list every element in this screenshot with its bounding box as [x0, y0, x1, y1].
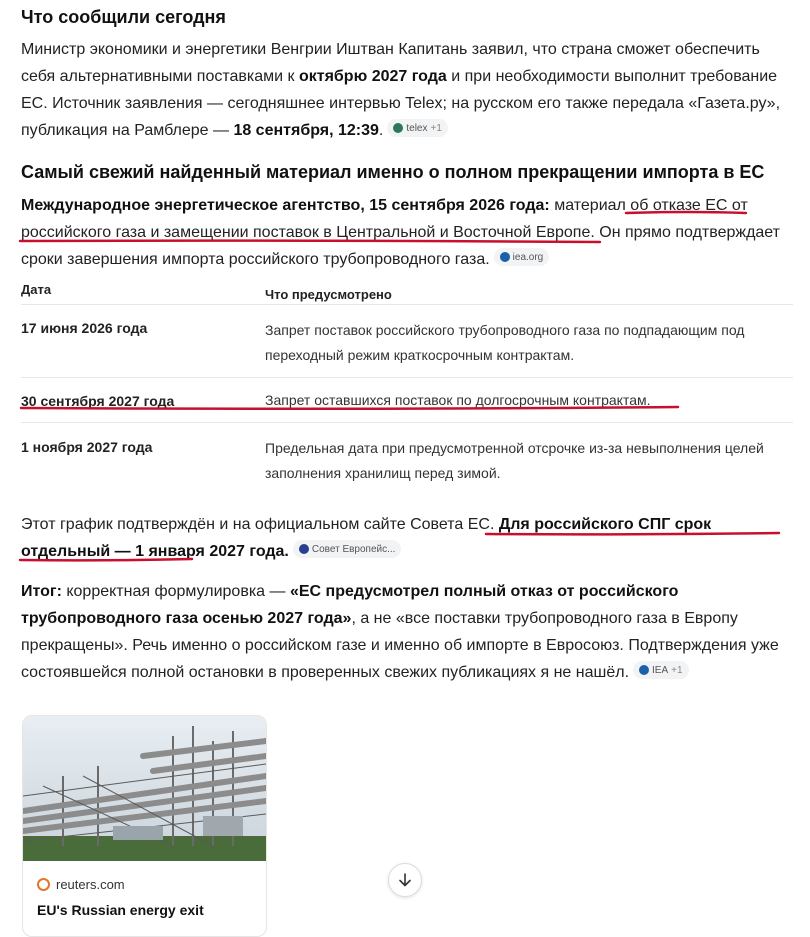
paragraph-iea: Международное энергетическое агентство, 15 сентября 2026 года: материал об отказе ЕС от российского газа и замещении поставок в Центральной и Восточной Европе. Он прямо подтверждает сроки завершения импорта российского трубопроводного газа. iea.org	[21, 197, 780, 268]
scroll-down-button[interactable]	[388, 863, 422, 897]
table-cell-text: Запрет поставок российского трубопроводного газа по подпадающим под переходный режим краткосрочным контрактам.	[265, 322, 745, 363]
table-cell-text: Предельная дата при предусмотренной отсрочке из-за невыполнения целей заполнения хранилищ перед зимой.	[265, 440, 764, 481]
source-chip-iea-summary[interactable]: IEA +1	[633, 661, 689, 679]
table-cell-date: 30 сентября 2027 года	[21, 393, 175, 409]
paragraph-council: Этот график подтверждён и на официальном сайте Совета ЕС. Для российского СПГ срок отдельный — 1 января 2027 года. Совет Европейс...	[21, 516, 712, 560]
section-heading-today: Что сообщили сегодня	[21, 7, 226, 27]
source-card[interactable]	[22, 715, 267, 937]
card-title: EU's Russian energy exit	[37, 902, 204, 918]
arrow-down-icon	[397, 872, 413, 888]
card-source: reuters.com	[37, 877, 125, 892]
telex-icon	[393, 123, 403, 133]
paragraph-hungary-statement: Министр экономики и энергетики Венгрии Иштван Капитань заявил, что страна сможет обеспечить себя альтернативными поставками к октябрю 2027 года и при необходимости выполнит требование ЕС. Источник заявления — сегодняшнее интервью Telex; на русском его также передала «Газета.ру», публикация на Рамблере — 18 сентября, 12:39. telex +1	[21, 41, 781, 139]
paragraph-summary: Итог: корректная формулировка — «ЕС предусмотрел полный отказ от российского трубопроводного газа осенью 2027 года», а не «все поставки трубопроводного газа в Европу прекращены». Речь именно о российском газе и именно об импорте в Евросоюз. Подтверждения уже состоявшейся полной остановки в проверенных свежих публикациях я не нашёл. IEA +1	[21, 583, 779, 681]
table-cell-text: Запрет оставшихся поставок по долгосрочным контрактам.	[265, 392, 651, 408]
source-chip-iea[interactable]: iea.org	[494, 248, 550, 266]
column-header-date: Дата	[21, 282, 52, 297]
council-icon	[299, 544, 309, 554]
reuters-icon	[37, 878, 50, 891]
table-header	[21, 278, 793, 305]
section-heading-latest: Самый свежий найденный материал именно о полном прекращении импорта в ЕС	[21, 162, 765, 182]
timeline-table	[21, 278, 793, 495]
table-cell-date: 1 ноября 2027 года	[21, 439, 153, 455]
table-row	[21, 305, 793, 378]
column-header-provision: Что предусмотрено	[265, 287, 392, 302]
iea-icon	[500, 252, 510, 262]
source-chip-telex[interactable]: telex +1	[387, 119, 448, 137]
table-cell-date: 17 июня 2026 года	[21, 320, 148, 336]
table-row	[21, 423, 793, 495]
table-row	[21, 378, 793, 423]
source-chip-council[interactable]: Совет Европейс...	[293, 540, 402, 558]
industrial-pipeline-image	[23, 716, 266, 861]
iea-icon	[639, 665, 649, 675]
